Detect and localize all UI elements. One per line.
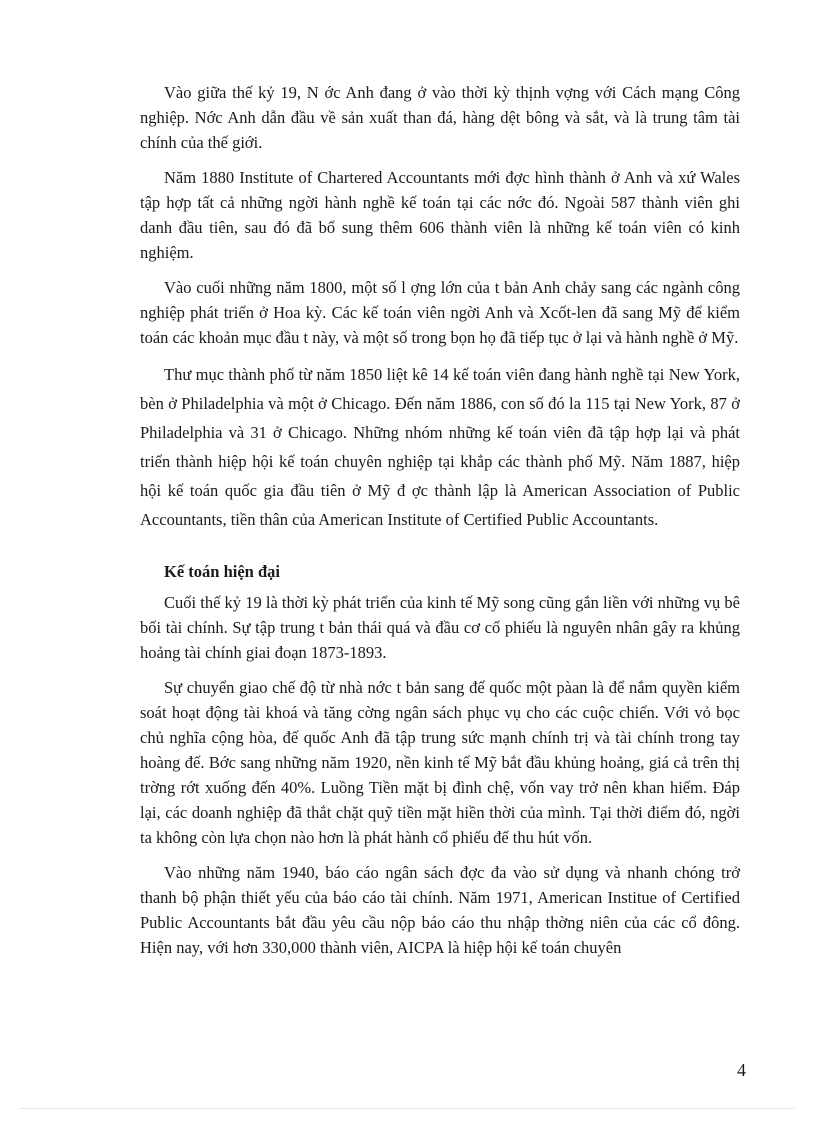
paragraph-british-capital: Vào cuối những năm 1800, một số l ợng lớn của t bản Anh chảy sang các ngành công nghiệp phát triển ở Hoa kỳ. Các kế toán viên ngời Anh và Xcốt-len đã sang Mỹ để kiểm toán các khoản mục đầu t này, và một số trong bọn họ đã tiếp tục ở lại và hành nghề ở Mỹ. xyxy=(140,278,740,347)
paragraph-industrial-revolution: Vào giữa thế kỷ 19, N ớc Anh đang ở vào thời kỳ thịnh vợng với Cách mạng Công nghiệp. Nớc Anh dẫn đầu về sản xuất than đá, hàng dệt bông và sắt, và là trung tâm tài chính của thế giới. xyxy=(140,83,740,152)
page-content xyxy=(140,80,740,970)
section-heading-modern-accounting: Kế toán hiện đại xyxy=(164,562,280,581)
paragraph-institute-founding: Năm 1880 Institute of Chartered Accountants mới đợc hình thành ở Anh và xứ Wales tập hợp tất cả những ngời hành nghề kế toán tại các nớc đó. Ngoài 587 thành viên ghi danh đầu tiên, sau đó đã bổ sung thêm 606 thành viên là những kế toán viên có kinh nghiệm. xyxy=(140,168,740,262)
paragraph-city-directory: Thư mục thành phố từ năm 1850 liệt kê 14 kế toán viên đang hành nghề tại New York, bèn ở Philadelphia và một ở Chicago. Đến năm 1886, con số đó la 115 tại New York, 87 ở Philadelphia và 31 ở Chicago. Những nhóm những kế toán viên đã tập hợp lại và phát triển thành hiệp hội kế toán chuyên nghiệp tại khắp các thành phố Mỹ. Năm 1887, hiệp hội kế toán quốc gia đầu tiên ở Mỹ đ ợc thành lập là American Association of Public Accountants, tiền thân của American Institute of Certified Public Accountants. xyxy=(140,365,740,529)
page-number: 4 xyxy=(737,1060,746,1080)
paragraph-financial-scandals: Cuối thế kỷ 19 là thời kỳ phát triển của kinh tế Mỹ song cũng gắn liền với những vụ bê bối tài chính. Sự tập trung t bản thái quá và đầu cơ cổ phiếu là nguyên nhân gây ra khủng hoảng tài chính giai đoạn 1873-1893. xyxy=(140,593,740,662)
paragraph-budget-reports: Vào những năm 1940, báo cáo ngân sách đợc đa vào sử dụng và nhanh chóng trở thanh bộ phận thiết yếu của báo cáo tài chính. Năm 1971, American Institue of Certified Public Accountants bắt đầu yêu cầu nộp báo cáo thu nhập thờng niên của các cổ đông. Hiện nay, với hơn 330,000 thành viên, AICPA là hiệp hội kế toán chuyên xyxy=(140,863,740,957)
page-bottom-divider xyxy=(20,1108,796,1109)
paragraph-regime-transition: Sự chuyển giao chế độ từ nhà nớc t bản sang đế quốc một pàan là để nắm quyền kiểm soát hoạt động tài khoá và tăng cờng ngân sách phục vụ cho các cuộc chiến. Với vỏ bọc chủ nghĩa cộng hòa, đế quốc Anh đã tập trung sức mạnh chính trị và tài chính trong tay hoàng đế. Bớc sang những năm 1920, nền kinh tế Mỹ bắt đầu khủng hoảng, giá cả trên thị trờng rớt xuống đến 40%. Luồng Tiền mặt bị đình chệ, vốn vay trở nên khan hiếm. Đáp lại, các doanh nghiệp đã thắt chặt quỹ tiền mặt hiền thời của mình. Tại thời điểm đó, ngời ta không còn lựa chọn nào hơn là phát hành cổ phiếu để thu hút vốn. xyxy=(140,678,740,847)
